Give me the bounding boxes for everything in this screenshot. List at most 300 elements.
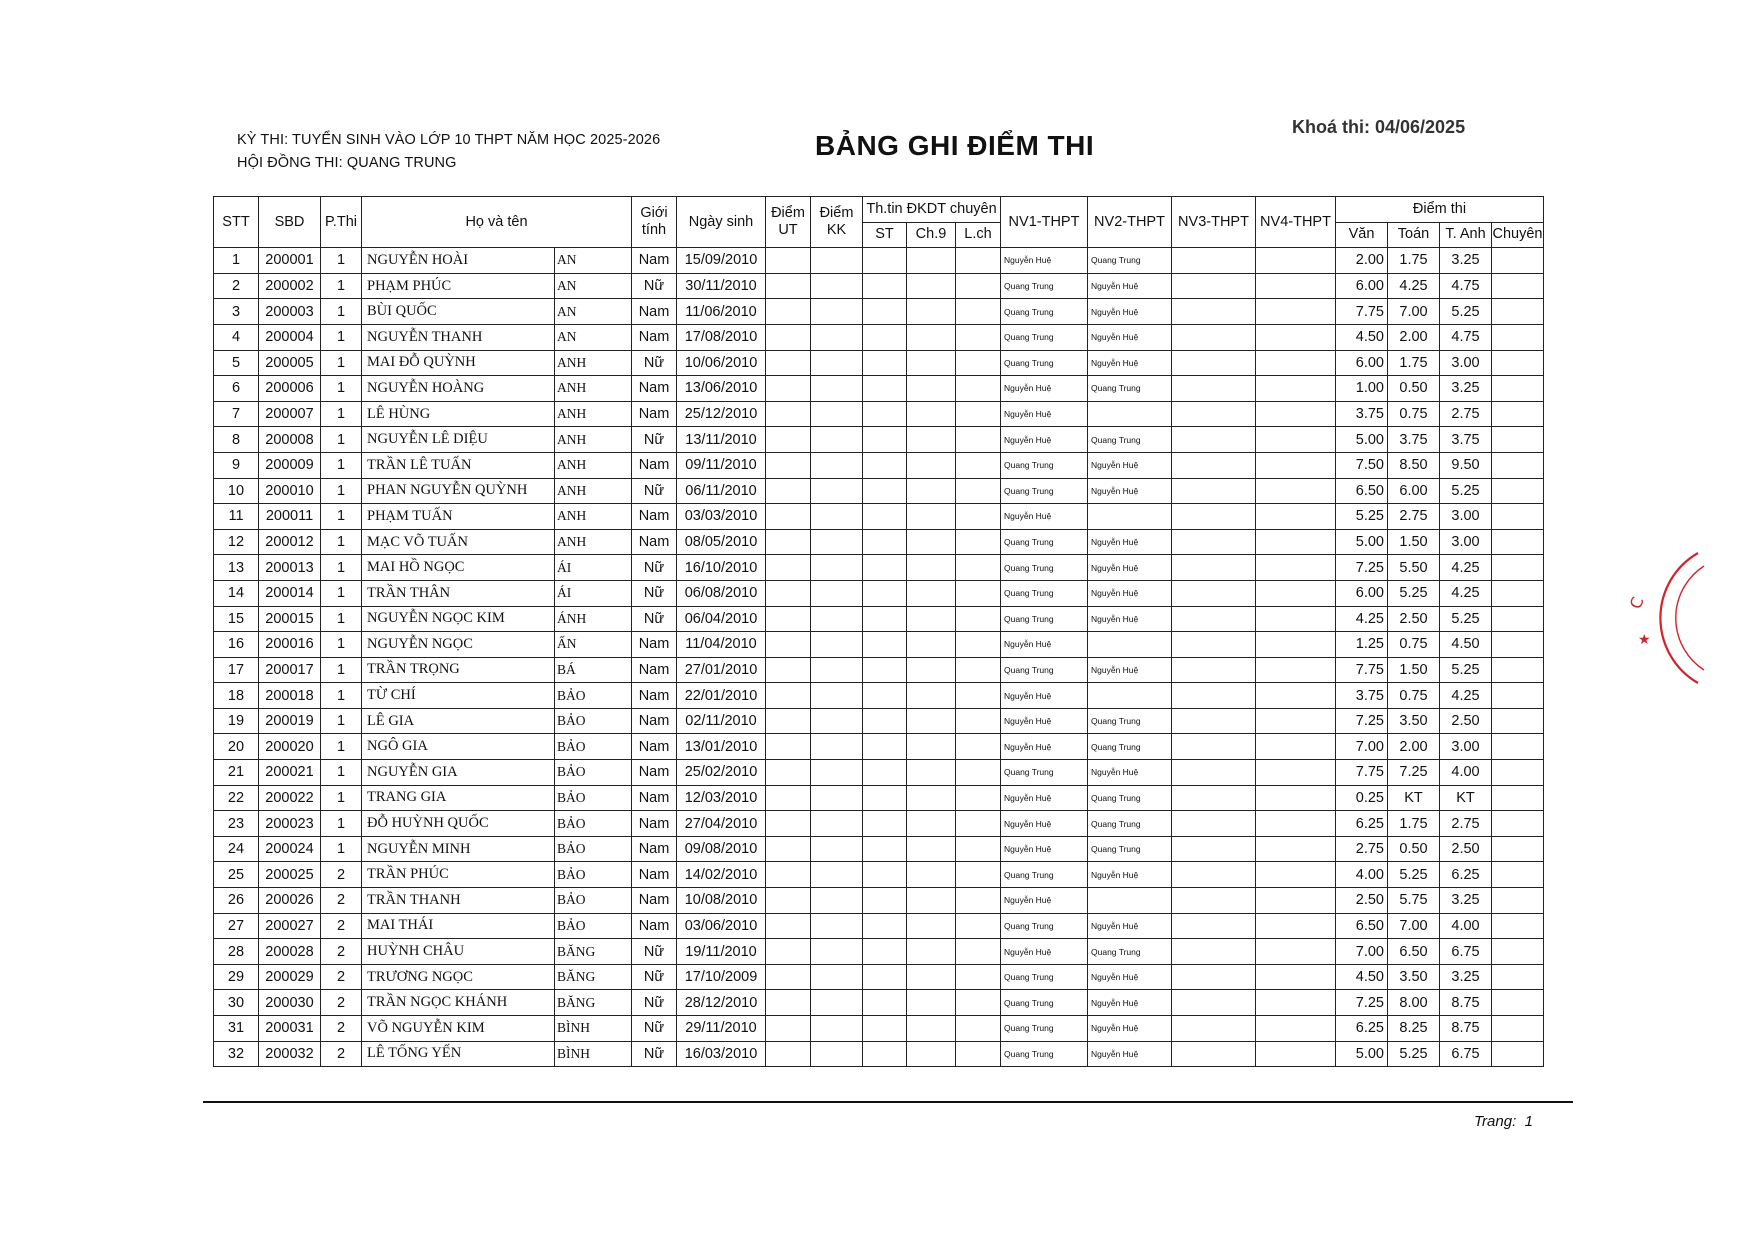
row-sbd: 200003	[259, 299, 321, 325]
row-dob: 17/08/2010	[677, 324, 766, 350]
row-priority-points	[766, 248, 811, 274]
row-lch	[956, 683, 1001, 709]
row-chuyen-score	[1492, 760, 1544, 786]
row-surname: NGUYỄN HOÀNG	[362, 376, 555, 402]
row-room: 1	[321, 529, 362, 555]
col-nv3: NV3-THPT	[1172, 197, 1256, 248]
row-bonus-points	[811, 555, 863, 581]
row-given-name: ANH	[555, 504, 632, 530]
col-nv1: NV1-THPT	[1001, 197, 1088, 248]
row-given-name: BÌNH	[555, 1016, 632, 1042]
row-given-name: BĂNG	[555, 990, 632, 1016]
row-nv4	[1256, 708, 1336, 734]
row-nv3	[1172, 580, 1256, 606]
table-row	[214, 939, 1544, 965]
row-van-score: 7.25	[1336, 555, 1388, 581]
row-nv1: Quang Trung	[1001, 478, 1088, 504]
row-st	[863, 401, 907, 427]
row-toan-score: 1.75	[1388, 811, 1440, 837]
row-stt: 21	[214, 760, 259, 786]
table-row	[214, 785, 1544, 811]
row-gender: Nam	[632, 452, 677, 478]
table-row	[214, 734, 1544, 760]
row-bonus-points	[811, 785, 863, 811]
row-nv3	[1172, 427, 1256, 453]
row-van-score: 6.00	[1336, 580, 1388, 606]
row-gender: Nữ	[632, 350, 677, 376]
table-row	[214, 708, 1544, 734]
row-nv2: Quang Trung	[1088, 836, 1172, 862]
row-dob: 14/02/2010	[677, 862, 766, 888]
row-gender: Nữ	[632, 606, 677, 632]
row-gender: Nam	[632, 632, 677, 658]
row-anh-score: 9.50	[1440, 452, 1492, 478]
row-dob: 03/06/2010	[677, 913, 766, 939]
row-room: 1	[321, 760, 362, 786]
row-st	[863, 606, 907, 632]
row-stt: 10	[214, 478, 259, 504]
row-nv3	[1172, 376, 1256, 402]
row-lch	[956, 1041, 1001, 1067]
row-priority-points	[766, 785, 811, 811]
row-sbd: 200005	[259, 350, 321, 376]
row-bonus-points	[811, 811, 863, 837]
row-room: 2	[321, 1016, 362, 1042]
page-title: BẢNG GHI ĐIỂM THI	[815, 130, 1095, 161]
row-van-score: 0.25	[1336, 785, 1388, 811]
row-ch9	[907, 248, 956, 274]
row-chuyen-score	[1492, 606, 1544, 632]
row-ch9	[907, 632, 956, 658]
row-st	[863, 734, 907, 760]
row-toan-score: 0.75	[1388, 401, 1440, 427]
row-nv2	[1088, 632, 1172, 658]
row-gender: Nữ	[632, 580, 677, 606]
row-given-name: ẤN	[555, 632, 632, 658]
row-nv2	[1088, 888, 1172, 914]
row-nv2: Nguyễn Huệ	[1088, 1016, 1172, 1042]
row-nv1: Nguyễn Huệ	[1001, 708, 1088, 734]
row-nv3	[1172, 964, 1256, 990]
row-stt: 7	[214, 401, 259, 427]
row-ch9	[907, 913, 956, 939]
row-nv3	[1172, 760, 1256, 786]
row-toan-score: 6.50	[1388, 939, 1440, 965]
row-bonus-points	[811, 862, 863, 888]
row-sbd: 200009	[259, 452, 321, 478]
row-nv4	[1256, 888, 1336, 914]
table-row	[214, 299, 1544, 325]
row-anh-score: 4.25	[1440, 580, 1492, 606]
row-van-score: 5.00	[1336, 427, 1388, 453]
row-lch	[956, 452, 1001, 478]
row-nv4	[1256, 401, 1336, 427]
row-nv4	[1256, 811, 1336, 837]
row-priority-points	[766, 324, 811, 350]
row-gender: Nữ	[632, 555, 677, 581]
row-lch	[956, 478, 1001, 504]
table-row	[214, 248, 1544, 274]
row-nv4	[1256, 836, 1336, 862]
row-sbd: 200021	[259, 760, 321, 786]
row-ch9	[907, 299, 956, 325]
row-surname: TRANG GIA	[362, 785, 555, 811]
row-dob: 06/11/2010	[677, 478, 766, 504]
row-nv4	[1256, 504, 1336, 530]
row-nv1: Nguyễn Huệ	[1001, 632, 1088, 658]
row-priority-points	[766, 632, 811, 658]
row-given-name: ÁI	[555, 555, 632, 581]
row-ch9	[907, 708, 956, 734]
row-nv1: Nguyễn Huệ	[1001, 939, 1088, 965]
row-room: 1	[321, 606, 362, 632]
row-gender: Nam	[632, 657, 677, 683]
row-surname: MAI ĐỖ QUỲNH	[362, 350, 555, 376]
row-nv2: Nguyễn Huệ	[1088, 657, 1172, 683]
row-nv2: Nguyễn Huệ	[1088, 478, 1172, 504]
row-bonus-points	[811, 580, 863, 606]
row-anh-score: 6.25	[1440, 862, 1492, 888]
row-sbd: 200008	[259, 427, 321, 453]
row-nv1: Quang Trung	[1001, 273, 1088, 299]
row-nv2: Nguyễn Huệ	[1088, 990, 1172, 1016]
row-surname: NGUYỄN LÊ DIỆU	[362, 427, 555, 453]
row-bonus-points	[811, 248, 863, 274]
row-nv4	[1256, 376, 1336, 402]
row-room: 1	[321, 504, 362, 530]
footer-rule	[203, 1101, 1573, 1103]
table-row	[214, 1041, 1544, 1067]
row-ch9	[907, 990, 956, 1016]
row-nv1: Quang Trung	[1001, 862, 1088, 888]
row-priority-points	[766, 990, 811, 1016]
table-row	[214, 273, 1544, 299]
row-van-score: 6.25	[1336, 811, 1388, 837]
row-toan-score: 3.50	[1388, 708, 1440, 734]
row-chuyen-score	[1492, 836, 1544, 862]
row-chuyen-score	[1492, 273, 1544, 299]
row-room: 1	[321, 657, 362, 683]
row-sbd: 200032	[259, 1041, 321, 1067]
row-st	[863, 836, 907, 862]
row-nv1: Quang Trung	[1001, 452, 1088, 478]
row-nv4	[1256, 785, 1336, 811]
row-room: 2	[321, 1041, 362, 1067]
row-sbd: 200023	[259, 811, 321, 837]
row-nv1: Quang Trung	[1001, 1016, 1088, 1042]
row-nv1: Quang Trung	[1001, 529, 1088, 555]
row-st	[863, 708, 907, 734]
row-van-score: 7.25	[1336, 990, 1388, 1016]
row-priority-points	[766, 683, 811, 709]
table-row	[214, 529, 1544, 555]
row-anh-score: 3.00	[1440, 350, 1492, 376]
table-row	[214, 401, 1544, 427]
row-surname: PHAN NGUYỄN QUỲNH	[362, 478, 555, 504]
row-gender: Nam	[632, 708, 677, 734]
table-row	[214, 657, 1544, 683]
row-st	[863, 452, 907, 478]
row-chuyen-score	[1492, 248, 1544, 274]
row-nv4	[1256, 1041, 1336, 1067]
row-bonus-points	[811, 990, 863, 1016]
row-priority-points	[766, 708, 811, 734]
row-priority-points	[766, 1016, 811, 1042]
row-nv3	[1172, 478, 1256, 504]
col-bonus-points: Điểm KK	[811, 197, 863, 248]
row-given-name: ANH	[555, 350, 632, 376]
row-anh-score: 3.25	[1440, 964, 1492, 990]
row-nv3	[1172, 324, 1256, 350]
row-toan-score: 2.00	[1388, 324, 1440, 350]
row-dob: 22/01/2010	[677, 683, 766, 709]
row-st	[863, 1016, 907, 1042]
row-room: 1	[321, 836, 362, 862]
row-nv1: Quang Trung	[1001, 913, 1088, 939]
row-nv1: Nguyễn Huệ	[1001, 785, 1088, 811]
row-dob: 06/04/2010	[677, 606, 766, 632]
row-nv3	[1172, 811, 1256, 837]
row-ch9	[907, 452, 956, 478]
row-van-score: 7.75	[1336, 299, 1388, 325]
row-gender: Nữ	[632, 964, 677, 990]
row-surname: NGÔ GIA	[362, 734, 555, 760]
row-bonus-points	[811, 299, 863, 325]
row-nv1: Quang Trung	[1001, 1041, 1088, 1067]
row-toan-score: 5.25	[1388, 580, 1440, 606]
row-sbd: 200028	[259, 939, 321, 965]
row-surname: TRẦN TRỌNG	[362, 657, 555, 683]
row-toan-score: 5.25	[1388, 1041, 1440, 1067]
row-room: 2	[321, 913, 362, 939]
row-stt: 19	[214, 708, 259, 734]
row-priority-points	[766, 888, 811, 914]
row-given-name: BẢO	[555, 785, 632, 811]
row-chuyen-score	[1492, 785, 1544, 811]
row-room: 1	[321, 811, 362, 837]
row-nv3	[1172, 1041, 1256, 1067]
row-ch9	[907, 939, 956, 965]
table-row	[214, 427, 1544, 453]
row-lch	[956, 811, 1001, 837]
row-nv4	[1256, 248, 1336, 274]
row-chuyen-score	[1492, 708, 1544, 734]
row-given-name: BĂNG	[555, 939, 632, 965]
col-stt: STT	[214, 197, 259, 248]
col-toan: Toán	[1388, 222, 1440, 248]
row-gender: Nữ	[632, 1016, 677, 1042]
row-nv1: Nguyễn Huệ	[1001, 248, 1088, 274]
row-nv2: Nguyễn Huệ	[1088, 760, 1172, 786]
row-gender: Nam	[632, 913, 677, 939]
row-lch	[956, 580, 1001, 606]
row-given-name: AN	[555, 273, 632, 299]
row-anh-score: 3.25	[1440, 888, 1492, 914]
row-ch9	[907, 401, 956, 427]
row-nv3	[1172, 606, 1256, 632]
row-chuyen-score	[1492, 427, 1544, 453]
row-chuyen-score	[1492, 299, 1544, 325]
row-given-name: BĂNG	[555, 964, 632, 990]
row-dob: 02/11/2010	[677, 708, 766, 734]
row-sbd: 200031	[259, 1016, 321, 1042]
row-bonus-points	[811, 1041, 863, 1067]
row-stt: 28	[214, 939, 259, 965]
row-bonus-points	[811, 350, 863, 376]
row-gender: Nam	[632, 811, 677, 837]
row-lch	[956, 248, 1001, 274]
row-van-score: 1.25	[1336, 632, 1388, 658]
row-dob: 10/06/2010	[677, 350, 766, 376]
row-gender: Nam	[632, 760, 677, 786]
row-stt: 1	[214, 248, 259, 274]
table-row	[214, 683, 1544, 709]
table-row	[214, 990, 1544, 1016]
row-nv1: Quang Trung	[1001, 324, 1088, 350]
row-nv1: Nguyễn Huệ	[1001, 683, 1088, 709]
row-nv2: Nguyễn Huệ	[1088, 529, 1172, 555]
row-gender: Nam	[632, 836, 677, 862]
row-stt: 30	[214, 990, 259, 1016]
row-gender: Nữ	[632, 939, 677, 965]
row-st	[863, 504, 907, 530]
row-van-score: 5.00	[1336, 1041, 1388, 1067]
row-surname: NGUYỄN THANH	[362, 324, 555, 350]
row-toan-score: 3.75	[1388, 427, 1440, 453]
row-nv1: Nguyễn Huệ	[1001, 427, 1088, 453]
row-room: 2	[321, 888, 362, 914]
row-st	[863, 273, 907, 299]
row-van-score: 4.50	[1336, 324, 1388, 350]
row-stt: 5	[214, 350, 259, 376]
row-priority-points	[766, 299, 811, 325]
col-anh: T. Anh	[1440, 222, 1492, 248]
row-nv1: Nguyễn Huệ	[1001, 888, 1088, 914]
row-room: 1	[321, 401, 362, 427]
row-chuyen-score	[1492, 1016, 1544, 1042]
row-lch	[956, 401, 1001, 427]
row-nv4	[1256, 913, 1336, 939]
row-bonus-points	[811, 529, 863, 555]
row-nv2: Quang Trung	[1088, 811, 1172, 837]
row-anh-score: 4.00	[1440, 760, 1492, 786]
row-nv2: Quang Trung	[1088, 427, 1172, 453]
row-given-name: ÁNH	[555, 606, 632, 632]
row-stt: 4	[214, 324, 259, 350]
row-toan-score: 0.50	[1388, 376, 1440, 402]
row-stt: 3	[214, 299, 259, 325]
row-sbd: 200004	[259, 324, 321, 350]
row-anh-score: 3.25	[1440, 376, 1492, 402]
row-dob: 30/11/2010	[677, 273, 766, 299]
row-nv4	[1256, 760, 1336, 786]
row-stt: 22	[214, 785, 259, 811]
row-bonus-points	[811, 273, 863, 299]
row-given-name: BẢO	[555, 708, 632, 734]
row-anh-score: 2.75	[1440, 401, 1492, 427]
row-given-name: ANH	[555, 427, 632, 453]
row-lch	[956, 836, 1001, 862]
row-nv3	[1172, 913, 1256, 939]
table-row	[214, 580, 1544, 606]
row-nv2	[1088, 401, 1172, 427]
row-st	[863, 555, 907, 581]
row-dob: 25/02/2010	[677, 760, 766, 786]
row-priority-points	[766, 939, 811, 965]
table-row	[214, 913, 1544, 939]
row-priority-points	[766, 811, 811, 837]
row-priority-points	[766, 964, 811, 990]
row-gender: Nữ	[632, 1041, 677, 1067]
row-priority-points	[766, 273, 811, 299]
row-lch	[956, 273, 1001, 299]
row-room: 1	[321, 734, 362, 760]
row-ch9	[907, 888, 956, 914]
table-row	[214, 760, 1544, 786]
row-nv4	[1256, 452, 1336, 478]
row-ch9	[907, 964, 956, 990]
row-nv1: Quang Trung	[1001, 299, 1088, 325]
row-nv4	[1256, 1016, 1336, 1042]
row-anh-score: 5.25	[1440, 606, 1492, 632]
row-surname: TRẦN NGỌC KHÁNH	[362, 990, 555, 1016]
row-chuyen-score	[1492, 811, 1544, 837]
row-surname: MAI THÁI	[362, 913, 555, 939]
row-st	[863, 478, 907, 504]
table-body	[214, 248, 1544, 1067]
row-surname: NGUYỄN NGỌC	[362, 632, 555, 658]
row-nv2: Quang Trung	[1088, 248, 1172, 274]
row-nv3	[1172, 248, 1256, 274]
row-stt: 15	[214, 606, 259, 632]
row-sbd: 200007	[259, 401, 321, 427]
row-bonus-points	[811, 964, 863, 990]
row-surname: ĐỖ HUỲNH QUỐC	[362, 811, 555, 837]
row-nv2: Nguyễn Huệ	[1088, 452, 1172, 478]
row-given-name: ANH	[555, 478, 632, 504]
exam-line: KỲ THI: TUYỂN SINH VÀO LỚP 10 THPT NĂM HỌC 2025-2026	[237, 132, 661, 148]
row-surname: TRẦN LÊ TUẤN	[362, 452, 555, 478]
row-lch	[956, 376, 1001, 402]
row-given-name: ANH	[555, 376, 632, 402]
row-nv4	[1256, 632, 1336, 658]
row-given-name: AN	[555, 248, 632, 274]
row-toan-score: 7.00	[1388, 913, 1440, 939]
row-surname: TỪ CHÍ	[362, 683, 555, 709]
row-st	[863, 324, 907, 350]
row-ch9	[907, 427, 956, 453]
row-anh-score: 3.00	[1440, 734, 1492, 760]
row-nv1: Quang Trung	[1001, 990, 1088, 1016]
row-dob: 11/04/2010	[677, 632, 766, 658]
row-toan-score: 6.00	[1388, 478, 1440, 504]
row-nv1: Nguyễn Huệ	[1001, 836, 1088, 862]
row-toan-score: 0.75	[1388, 632, 1440, 658]
row-priority-points	[766, 657, 811, 683]
row-chuyen-score	[1492, 862, 1544, 888]
row-chuyen-score	[1492, 452, 1544, 478]
row-ch9	[907, 478, 956, 504]
row-chuyen-score	[1492, 580, 1544, 606]
row-gender: Nam	[632, 888, 677, 914]
row-nv2: Quang Trung	[1088, 708, 1172, 734]
table-row	[214, 888, 1544, 914]
col-nv4: NV4-THPT	[1256, 197, 1336, 248]
row-surname: MẠC VÕ TUẤN	[362, 529, 555, 555]
row-van-score: 6.25	[1336, 1016, 1388, 1042]
row-priority-points	[766, 580, 811, 606]
row-bonus-points	[811, 452, 863, 478]
